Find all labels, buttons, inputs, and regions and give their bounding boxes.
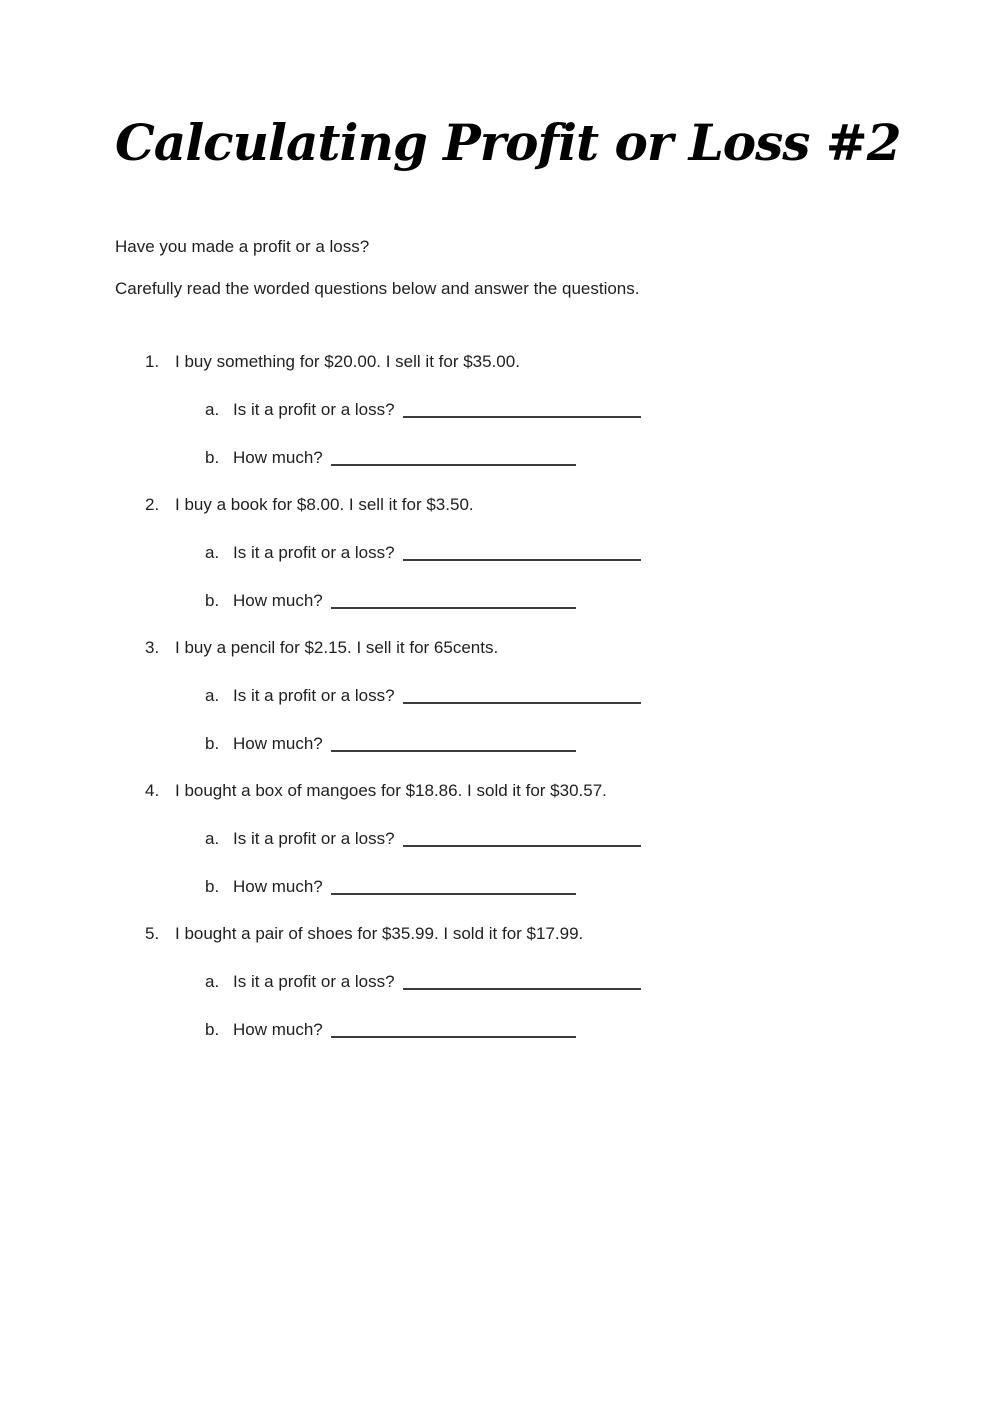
- subquestion-a-line: [115, 828, 910, 849]
- question-item-2: [115, 495, 910, 611]
- question-item-5: [115, 924, 910, 1040]
- answer-blank-b[interactable]: [331, 879, 576, 895]
- subquestion-b-text: How much?: [233, 733, 323, 753]
- subquestion-b-line: [115, 876, 910, 897]
- questions-list: [115, 352, 910, 1040]
- question-number: 2.: [145, 494, 160, 514]
- question-line: [115, 781, 910, 801]
- subquestion-b-text: How much?: [233, 590, 323, 610]
- subquestion-a-label: a.: [205, 542, 220, 562]
- subquestion-b-text: How much?: [233, 1019, 323, 1039]
- answer-blank-a[interactable]: [403, 688, 641, 704]
- answer-blank-a[interactable]: [403, 831, 641, 847]
- answer-blank-a[interactable]: [403, 545, 641, 561]
- subquestion-b-label: b.: [205, 447, 220, 467]
- subquestion-b-text: How much?: [233, 876, 323, 896]
- page-title: Calculating Profit or Loss #2: [115, 113, 901, 172]
- subquestion-a-line: [115, 542, 910, 563]
- subquestion-a-label: a.: [205, 399, 220, 419]
- subquestion-a-line: [115, 685, 910, 706]
- question-number: 3.: [145, 637, 160, 657]
- question-line: [115, 638, 910, 658]
- question-text: I buy something for $20.00. I sell it for $35.00.: [175, 351, 520, 371]
- subquestion-a-label: a.: [205, 971, 220, 991]
- question-number: 5.: [145, 923, 160, 943]
- question-text: I buy a pencil for $2.15. I sell it for 65cents.: [175, 637, 499, 657]
- answer-blank-b[interactable]: [331, 593, 576, 609]
- answer-blank-a[interactable]: [403, 974, 641, 990]
- question-text: I bought a pair of shoes for $35.99. I sold it for $17.99.: [175, 923, 584, 943]
- subquestion-a-label: a.: [205, 828, 220, 848]
- question-line: [115, 352, 910, 372]
- subquestion-b-label: b.: [205, 733, 220, 753]
- answer-blank-a[interactable]: [403, 402, 641, 418]
- question-line: [115, 495, 910, 515]
- subquestion-a-text: Is it a profit or a loss?: [233, 542, 395, 562]
- question-number: 1.: [145, 351, 160, 371]
- subquestion-a-text: Is it a profit or a loss?: [233, 399, 395, 419]
- subquestion-b-text: How much?: [233, 447, 323, 467]
- subquestion-b-label: b.: [205, 590, 220, 610]
- subquestion-a-text: Is it a profit or a loss?: [233, 828, 395, 848]
- subquestion-a-text: Is it a profit or a loss?: [233, 685, 395, 705]
- subquestion-a-line: [115, 971, 910, 992]
- answer-blank-b[interactable]: [331, 736, 576, 752]
- subquestion-b-line: [115, 447, 910, 468]
- question-item-1: [115, 352, 910, 468]
- answer-blank-b[interactable]: [331, 1022, 576, 1038]
- subquestion-a-line: [115, 399, 910, 420]
- question-item-3: [115, 638, 910, 754]
- subquestion-b-label: b.: [205, 876, 220, 896]
- subquestion-b-label: b.: [205, 1019, 220, 1039]
- question-text: I bought a box of mangoes for $18.86. I sold it for $30.57.: [175, 780, 607, 800]
- answer-blank-b[interactable]: [331, 450, 576, 466]
- question-item-4: [115, 781, 910, 897]
- question-text: I buy a book for $8.00. I sell it for $3.50.: [175, 494, 474, 514]
- question-line: [115, 924, 910, 944]
- subquestion-a-text: Is it a profit or a loss?: [233, 971, 395, 991]
- subquestion-a-label: a.: [205, 685, 220, 705]
- subquestion-b-line: [115, 1019, 910, 1040]
- subquestion-b-line: [115, 733, 910, 754]
- subquestion-b-line: [115, 590, 910, 611]
- intro-line-1: Have you made a profit or a loss?: [115, 236, 370, 256]
- worksheet-page: [0, 112, 1000, 1403]
- question-number: 4.: [145, 780, 160, 800]
- intro-line-2: Carefully read the worded questions below and answer the questions.: [115, 278, 640, 298]
